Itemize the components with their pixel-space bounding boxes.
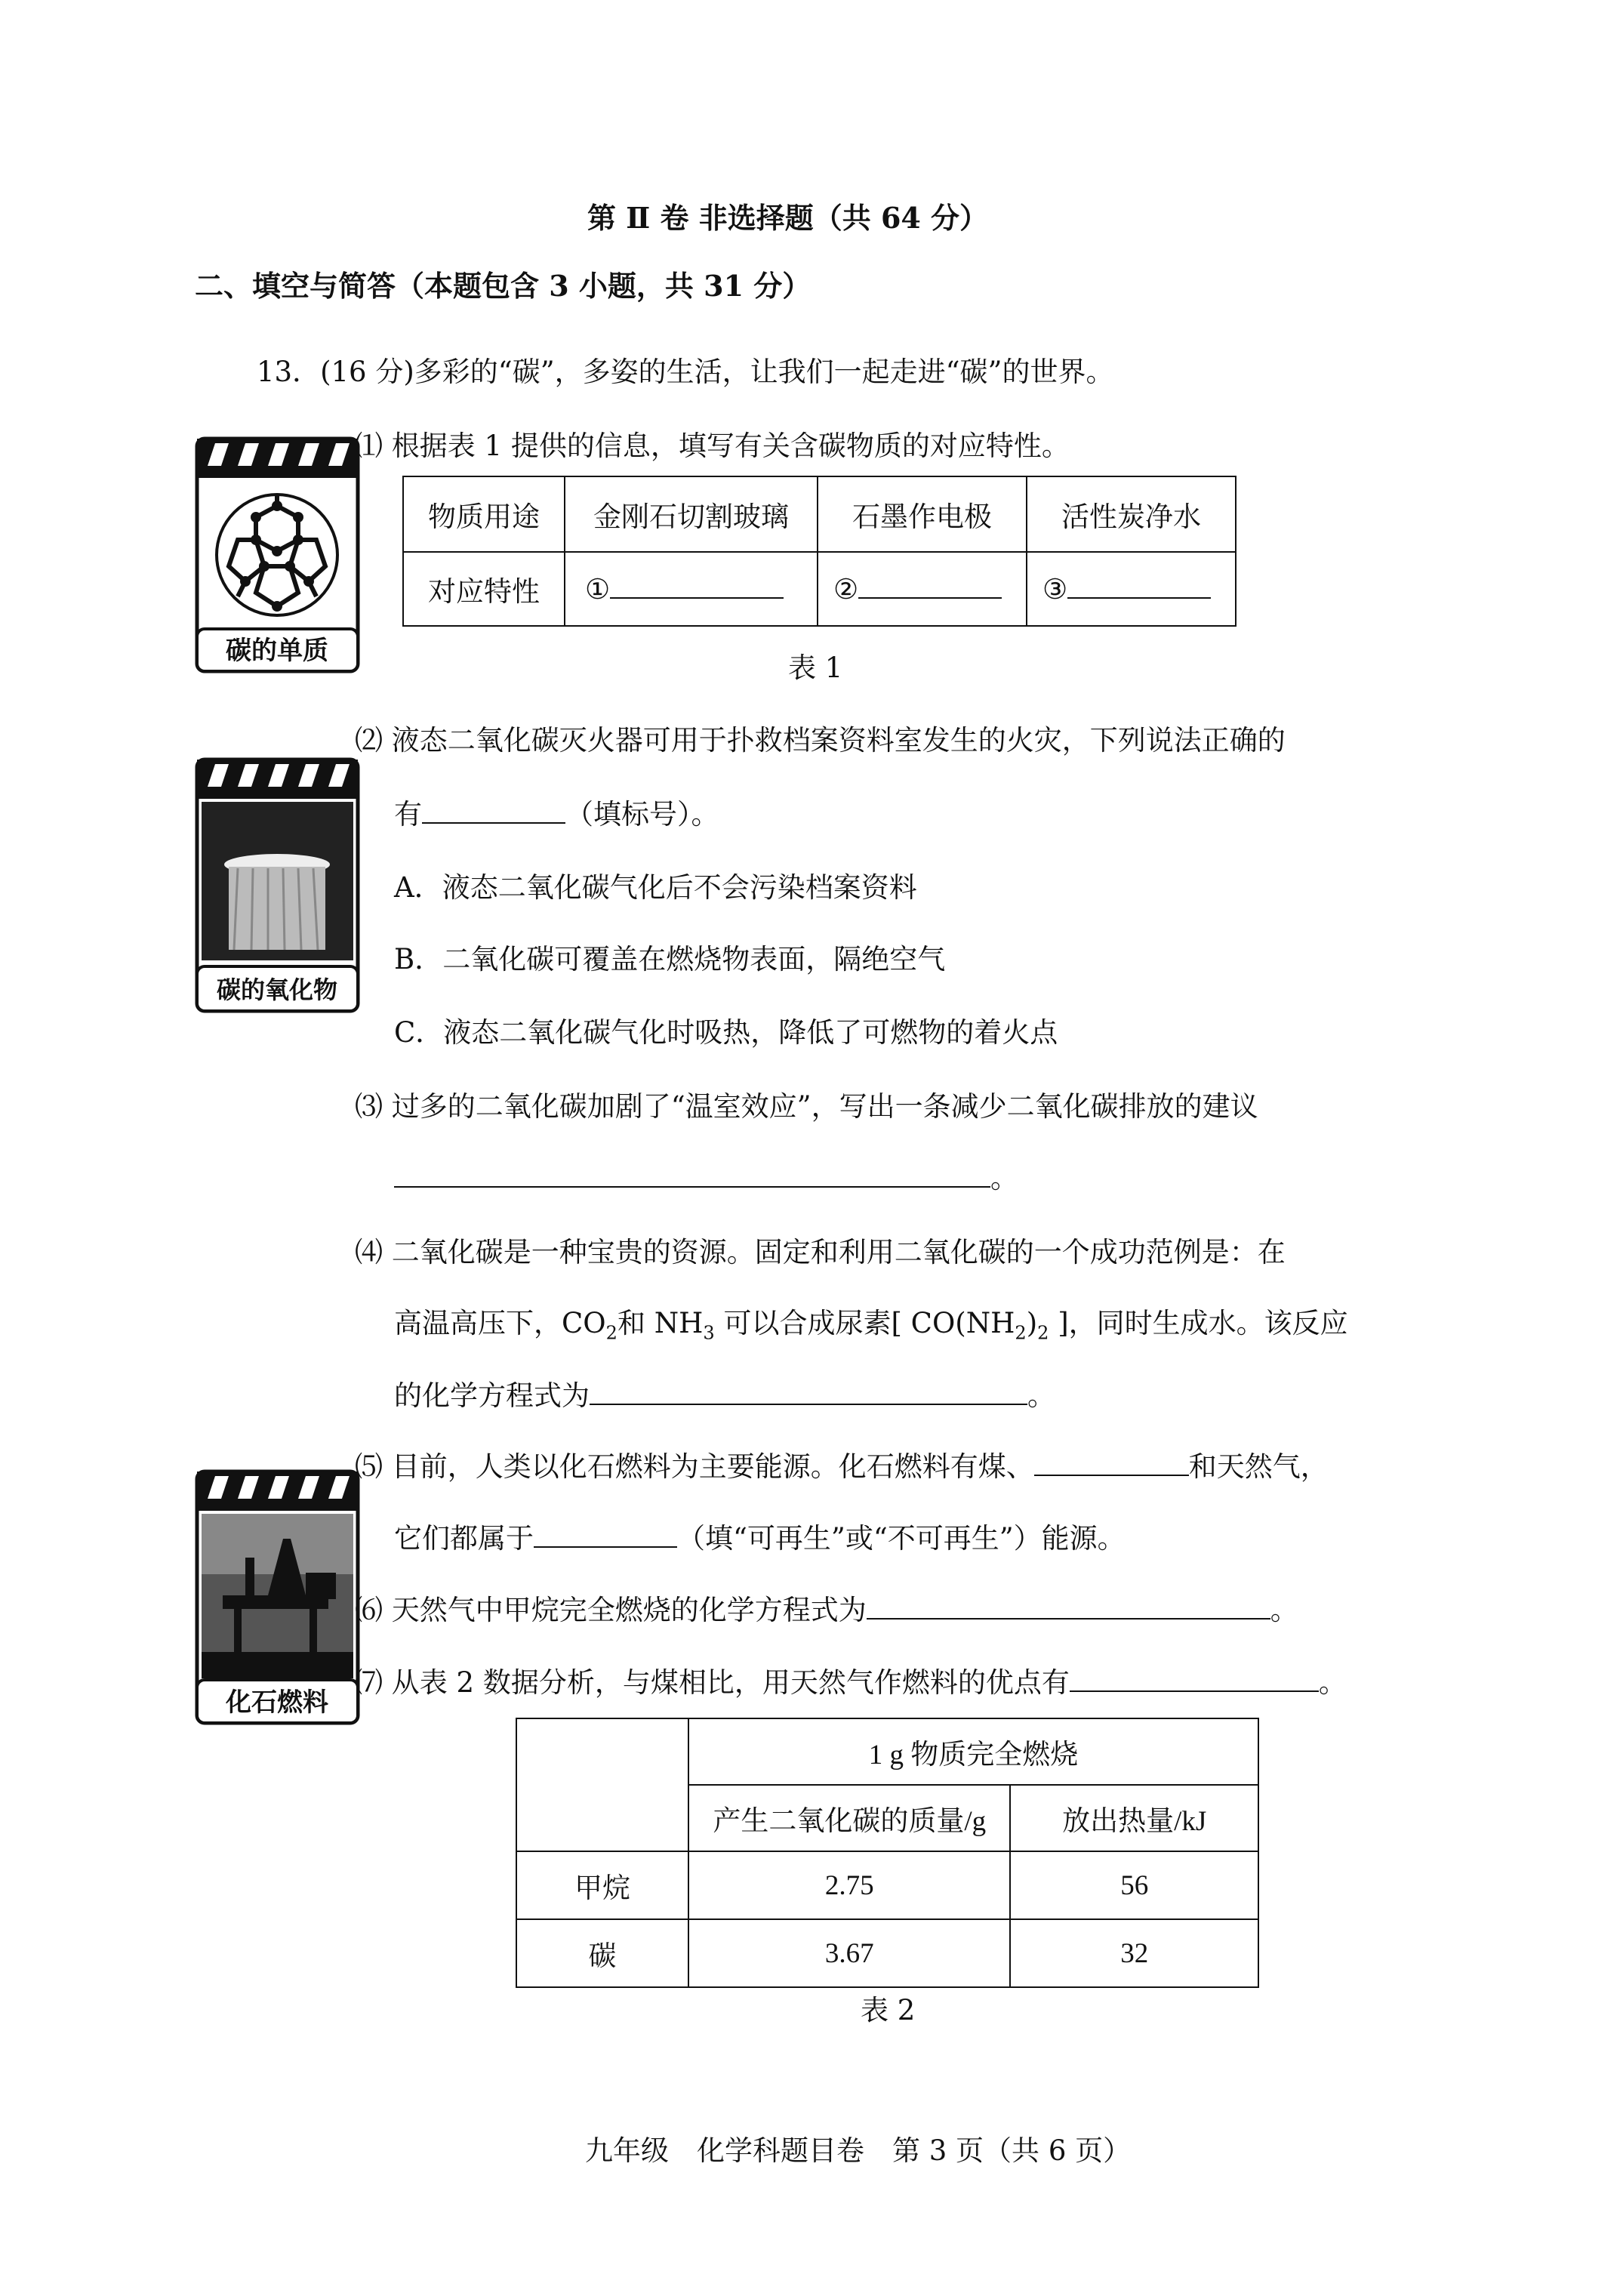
table-1-cell: 金刚石切割玻璃: [565, 476, 818, 552]
page-title: 第 Ⅱ 卷 非选择题（共 64 分）: [587, 201, 989, 235]
text-span: 和天然气，: [1188, 1450, 1329, 1483]
answer-blank-1[interactable]: [565, 552, 818, 626]
table-1-caption: 表 1: [788, 652, 843, 684]
table-2-empty-cell: [516, 1718, 688, 1851]
option-b: B．二氧化碳可覆盖在燃烧物表面，隔绝空气: [394, 943, 946, 975]
table-1-cell: 活性炭净水: [1027, 476, 1236, 552]
q13-part2-line2: [394, 791, 719, 832]
text-span: ]，同时生成水。该反应: [1049, 1307, 1348, 1339]
q13-part7: [355, 1660, 1347, 1700]
answer-blank-5[interactable]: [394, 1162, 990, 1188]
answer-blank-3[interactable]: [1027, 552, 1236, 626]
q13-part4-line3: [394, 1373, 1055, 1413]
text-span: 高温高压下，CO: [394, 1307, 606, 1339]
text-span: ⑹ 天然气中甲烷完全燃烧的化学方程式为: [355, 1594, 867, 1626]
oil-platform-icon-label: 化石燃料: [226, 1687, 328, 1718]
text-span: 和 NH: [617, 1307, 704, 1339]
table-2-cell: 56: [1010, 1851, 1258, 1919]
answer-blank-6[interactable]: [590, 1379, 1027, 1405]
table-2-header-top: 1 g 物质完全燃烧: [688, 1718, 1258, 1785]
table-2-caption: 表 2: [861, 1994, 916, 2026]
table-2-cell: 甲烷: [516, 1851, 688, 1919]
table-2-cell: 碳: [516, 1919, 688, 1987]
q13-part3-end: 。: [990, 1162, 1018, 1194]
table-2-row: [516, 1851, 1258, 1919]
section-header: 二、填空与简答（本题包含 3 小题，共 31 分）: [195, 269, 812, 303]
fullerene-icon-label: 碳的单质: [226, 636, 328, 666]
text-span: ⑸ 目前，人类以化石燃料为主要能源。化石燃料有煤、: [355, 1450, 1034, 1483]
oil-platform-icon: [192, 1467, 362, 1727]
subscript: 2: [605, 1322, 617, 1344]
answer-blank-7[interactable]: [1034, 1450, 1189, 1476]
text-span: 。: [1027, 1379, 1055, 1412]
text-span: 它们都属于: [394, 1522, 534, 1555]
q13-part2-suffix: （填标号）。: [565, 798, 719, 831]
text-span: 的化学方程式为: [394, 1379, 590, 1412]
table-2-row: [516, 1919, 1258, 1987]
text-span: 可以合成尿素[ CO(NH: [714, 1307, 1015, 1339]
q13-part5-line1: [355, 1444, 1329, 1484]
text-span: ⑺ 从表 2 数据分析，与煤相比，用天然气作燃料的优点有: [355, 1666, 1070, 1699]
table-1-row: [403, 476, 1236, 552]
text-span: （填“可再生”或“不可再生”）能源。: [677, 1522, 1126, 1555]
text-span: 。: [1318, 1666, 1347, 1699]
table-1-cell: 石墨作电极: [818, 476, 1027, 552]
question-13-intro: 13．(16 分)多彩的“碳”，多姿的生活，让我们一起走进“碳”的世界。: [257, 356, 1114, 388]
subscript: 2: [1015, 1322, 1027, 1344]
subscript: 2: [1037, 1322, 1049, 1344]
q13-part2-prefix: 有: [394, 798, 422, 831]
table-2-cell: 3.67: [688, 1919, 1010, 1987]
table-2: [516, 1718, 1259, 1988]
answer-blank-4[interactable]: [422, 798, 565, 824]
q13-part5-line2: [394, 1515, 1126, 1556]
q13-part4-line2: [394, 1300, 1348, 1343]
answer-blank-8[interactable]: [534, 1522, 677, 1548]
blank-marker: ②: [833, 572, 859, 606]
table-1-cell: 对应特性: [403, 552, 565, 626]
text-span: ): [1026, 1307, 1038, 1339]
text-span: 。: [1270, 1594, 1298, 1626]
option-c: C．液态二氧化碳气化时吸热，降低了可燃物的着火点: [394, 1016, 1058, 1049]
extinguisher-spray-icon: [192, 755, 362, 1015]
fullerene-icon: [192, 434, 362, 676]
blank-marker: ①: [585, 572, 611, 606]
q13-part3-line2: [394, 1155, 1018, 1196]
page-footer: 九年级 化学科题目卷 第 3 页（共 6 页）: [585, 2134, 1132, 2167]
blank-marker: ③: [1042, 572, 1068, 606]
table-2-row: [516, 1718, 1258, 1785]
table-1-row: [403, 552, 1236, 626]
table-1: [402, 476, 1236, 627]
option-a: A．液态二氧化碳气化后不会污染档案资料: [394, 871, 917, 904]
subscript: 3: [703, 1322, 715, 1344]
answer-blank-10[interactable]: [1070, 1666, 1319, 1692]
answer-blank-9[interactable]: [867, 1594, 1270, 1620]
q13-part4-line1: ⑷ 二氧化碳是一种宝贵的资源。固定和利用二氧化碳的一个成功范例是：在: [355, 1236, 1286, 1268]
table-2-col-header: 产生二氧化碳的质量/g: [688, 1785, 1010, 1851]
q13-part3-line1: ⑶ 过多的二氧化碳加剧了“温室效应”，写出一条减少二氧化碳排放的建议: [355, 1090, 1258, 1123]
table-2-cell: 32: [1010, 1919, 1258, 1987]
answer-blank-2[interactable]: [818, 552, 1027, 626]
table-2-col-header: 放出热量/kJ: [1010, 1785, 1258, 1851]
q13-part1-text: ⑴ 根据表 1 提供的信息，填写有关含碳物质的对应特性。: [355, 430, 1070, 462]
table-2-cell: 2.75: [688, 1851, 1010, 1919]
table-1-cell: 物质用途: [403, 476, 565, 552]
q13-part2-line1: ⑵ 液态二氧化碳灭火器可用于扑救档案资料室发生的火灾，下列说法正确的: [355, 724, 1286, 757]
extinguisher-spray-icon-label: 碳的氧化物: [216, 975, 338, 1004]
q13-part6: [355, 1587, 1298, 1628]
